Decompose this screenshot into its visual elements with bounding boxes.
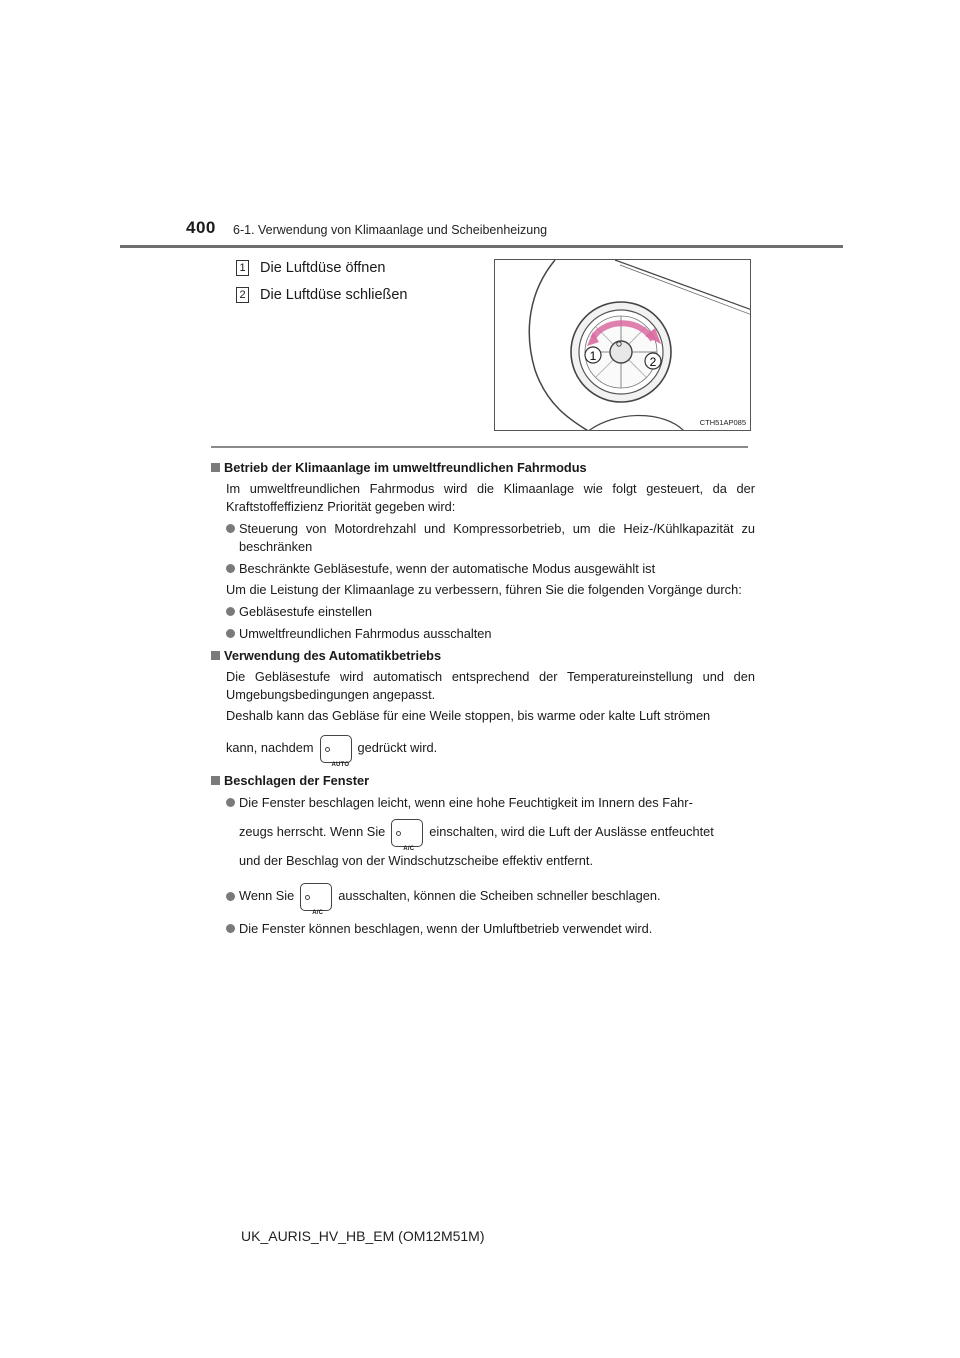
square-bullet-icon — [211, 651, 220, 660]
list-item-text: Gebläsestufe einstellen — [239, 604, 373, 619]
heading-text: Verwendung des Automatikbetriebs — [224, 648, 442, 663]
list-item — [226, 920, 755, 938]
section-heading-eco — [210, 459, 755, 477]
paragraph: Um die Leistung der Klimaanlage zu verbessern, führen Sie die folgenden Vorgänge durch: — [226, 582, 742, 597]
button-caption: A/C — [403, 845, 415, 852]
list-item — [226, 603, 755, 621]
list-item — [226, 876, 755, 916]
round-bullet-icon — [226, 564, 235, 573]
inline-text: kann, nachdem — [226, 740, 314, 755]
air-vent-illustration — [494, 259, 751, 431]
paragraph: Deshalb kann das Gebläse für eine Weile stoppen, bis warme oder kalte Luft strömen — [226, 708, 711, 723]
inline-text: Wenn Sie — [239, 888, 295, 903]
round-bullet-icon — [226, 524, 235, 533]
list-item — [226, 625, 755, 643]
round-bullet-icon — [226, 607, 235, 616]
page-number: 400 — [186, 218, 216, 237]
round-bullet-icon — [226, 629, 235, 638]
inline-text: einschalten, wird die Luft der Auslässe entfeuchtet — [429, 824, 714, 839]
indicator-light-icon — [325, 747, 330, 752]
callout-1: 1 — [589, 349, 597, 363]
inline-text: zeugs herrscht. Wenn Sie — [239, 824, 386, 839]
step-item — [236, 281, 408, 308]
indicator-light-icon — [305, 895, 310, 900]
step-label: Die Luftdüse öffnen — [260, 259, 386, 276]
button-caption: AUTO — [331, 761, 350, 768]
square-bullet-icon — [211, 463, 220, 472]
ac-button-icon — [300, 883, 332, 916]
inline-line — [239, 812, 714, 852]
step-label: Die Luftdüse schließen — [260, 286, 408, 303]
list-item-text: Die Fenster können beschlagen, wenn der Umluftbetrieb verwendet wird. — [239, 921, 653, 936]
list-item-text: Umweltfreundlichen Fahrmodus ausschalten — [239, 626, 492, 641]
square-bullet-icon — [211, 776, 220, 785]
figure-code: CTH51AP085 — [699, 418, 746, 427]
list-item-text: Beschränkte Gebläsestufe, wenn der automatische Modus ausgewählt ist — [239, 561, 656, 576]
section-heading-auto — [210, 647, 755, 665]
auto-button-icon — [320, 735, 352, 768]
round-bullet-icon — [226, 892, 235, 901]
air-vent-drawing — [495, 260, 751, 431]
section-heading-fog — [210, 772, 755, 790]
button-caption: A/C — [312, 909, 324, 916]
round-bullet-icon — [226, 798, 235, 807]
inline-text: und der Beschlag von der Windschutzscheibe effektiv entfernt. — [239, 853, 594, 868]
section-divider — [211, 446, 748, 448]
inline-text: gedrückt wird. — [357, 740, 438, 755]
heading-text: Beschlagen der Fenster — [224, 773, 370, 788]
list-item-text — [239, 876, 755, 916]
document-id: UK_AURIS_HV_HB_EM (OM12M51M) — [241, 1228, 485, 1244]
section-title: 6-1. Verwendung von Klimaanlage und Scheibenheizung — [233, 223, 548, 237]
ac-button-icon — [391, 819, 423, 852]
step-number-badge: 1 — [236, 260, 249, 276]
header-rule — [120, 245, 843, 248]
indicator-light-icon — [396, 831, 401, 836]
list-item-text — [239, 794, 755, 870]
paragraph: Im umweltfreundlichen Fahrmodus wird die Klimaanlage wie folgt gesteuert, da der Kraftstoffeffizienz Priorität gegeben wird: — [226, 481, 755, 514]
paragraph: Die Gebläsestufe wird automatisch entsprechend der Temperatureinstellung und den Umgebungsbedingungen angepasst. — [226, 669, 755, 702]
step-item — [236, 254, 408, 281]
list-item-text: Steuerung von Motordrehzahl und Kompressorbetrieb, um die Heiz-/Kühlkapazität zu beschränken — [239, 521, 755, 554]
info-content — [210, 455, 755, 938]
inline-text: ausschalten, können die Scheiben schneller beschlagen. — [338, 888, 661, 903]
list-item — [226, 520, 755, 556]
list-item — [226, 560, 755, 578]
inline-text: Die Fenster beschlagen leicht, wenn eine hohe Feuchtigkeit im Innern des Fahr- — [239, 795, 693, 810]
round-bullet-icon — [226, 924, 235, 933]
list-item — [226, 794, 755, 870]
step-list — [236, 254, 408, 308]
paragraph — [226, 728, 755, 768]
step-number-badge: 2 — [236, 287, 249, 303]
callout-2: 2 — [649, 355, 657, 369]
heading-text: Betrieb der Klimaanlage im umweltfreundlichen Fahrmodus — [224, 460, 587, 475]
